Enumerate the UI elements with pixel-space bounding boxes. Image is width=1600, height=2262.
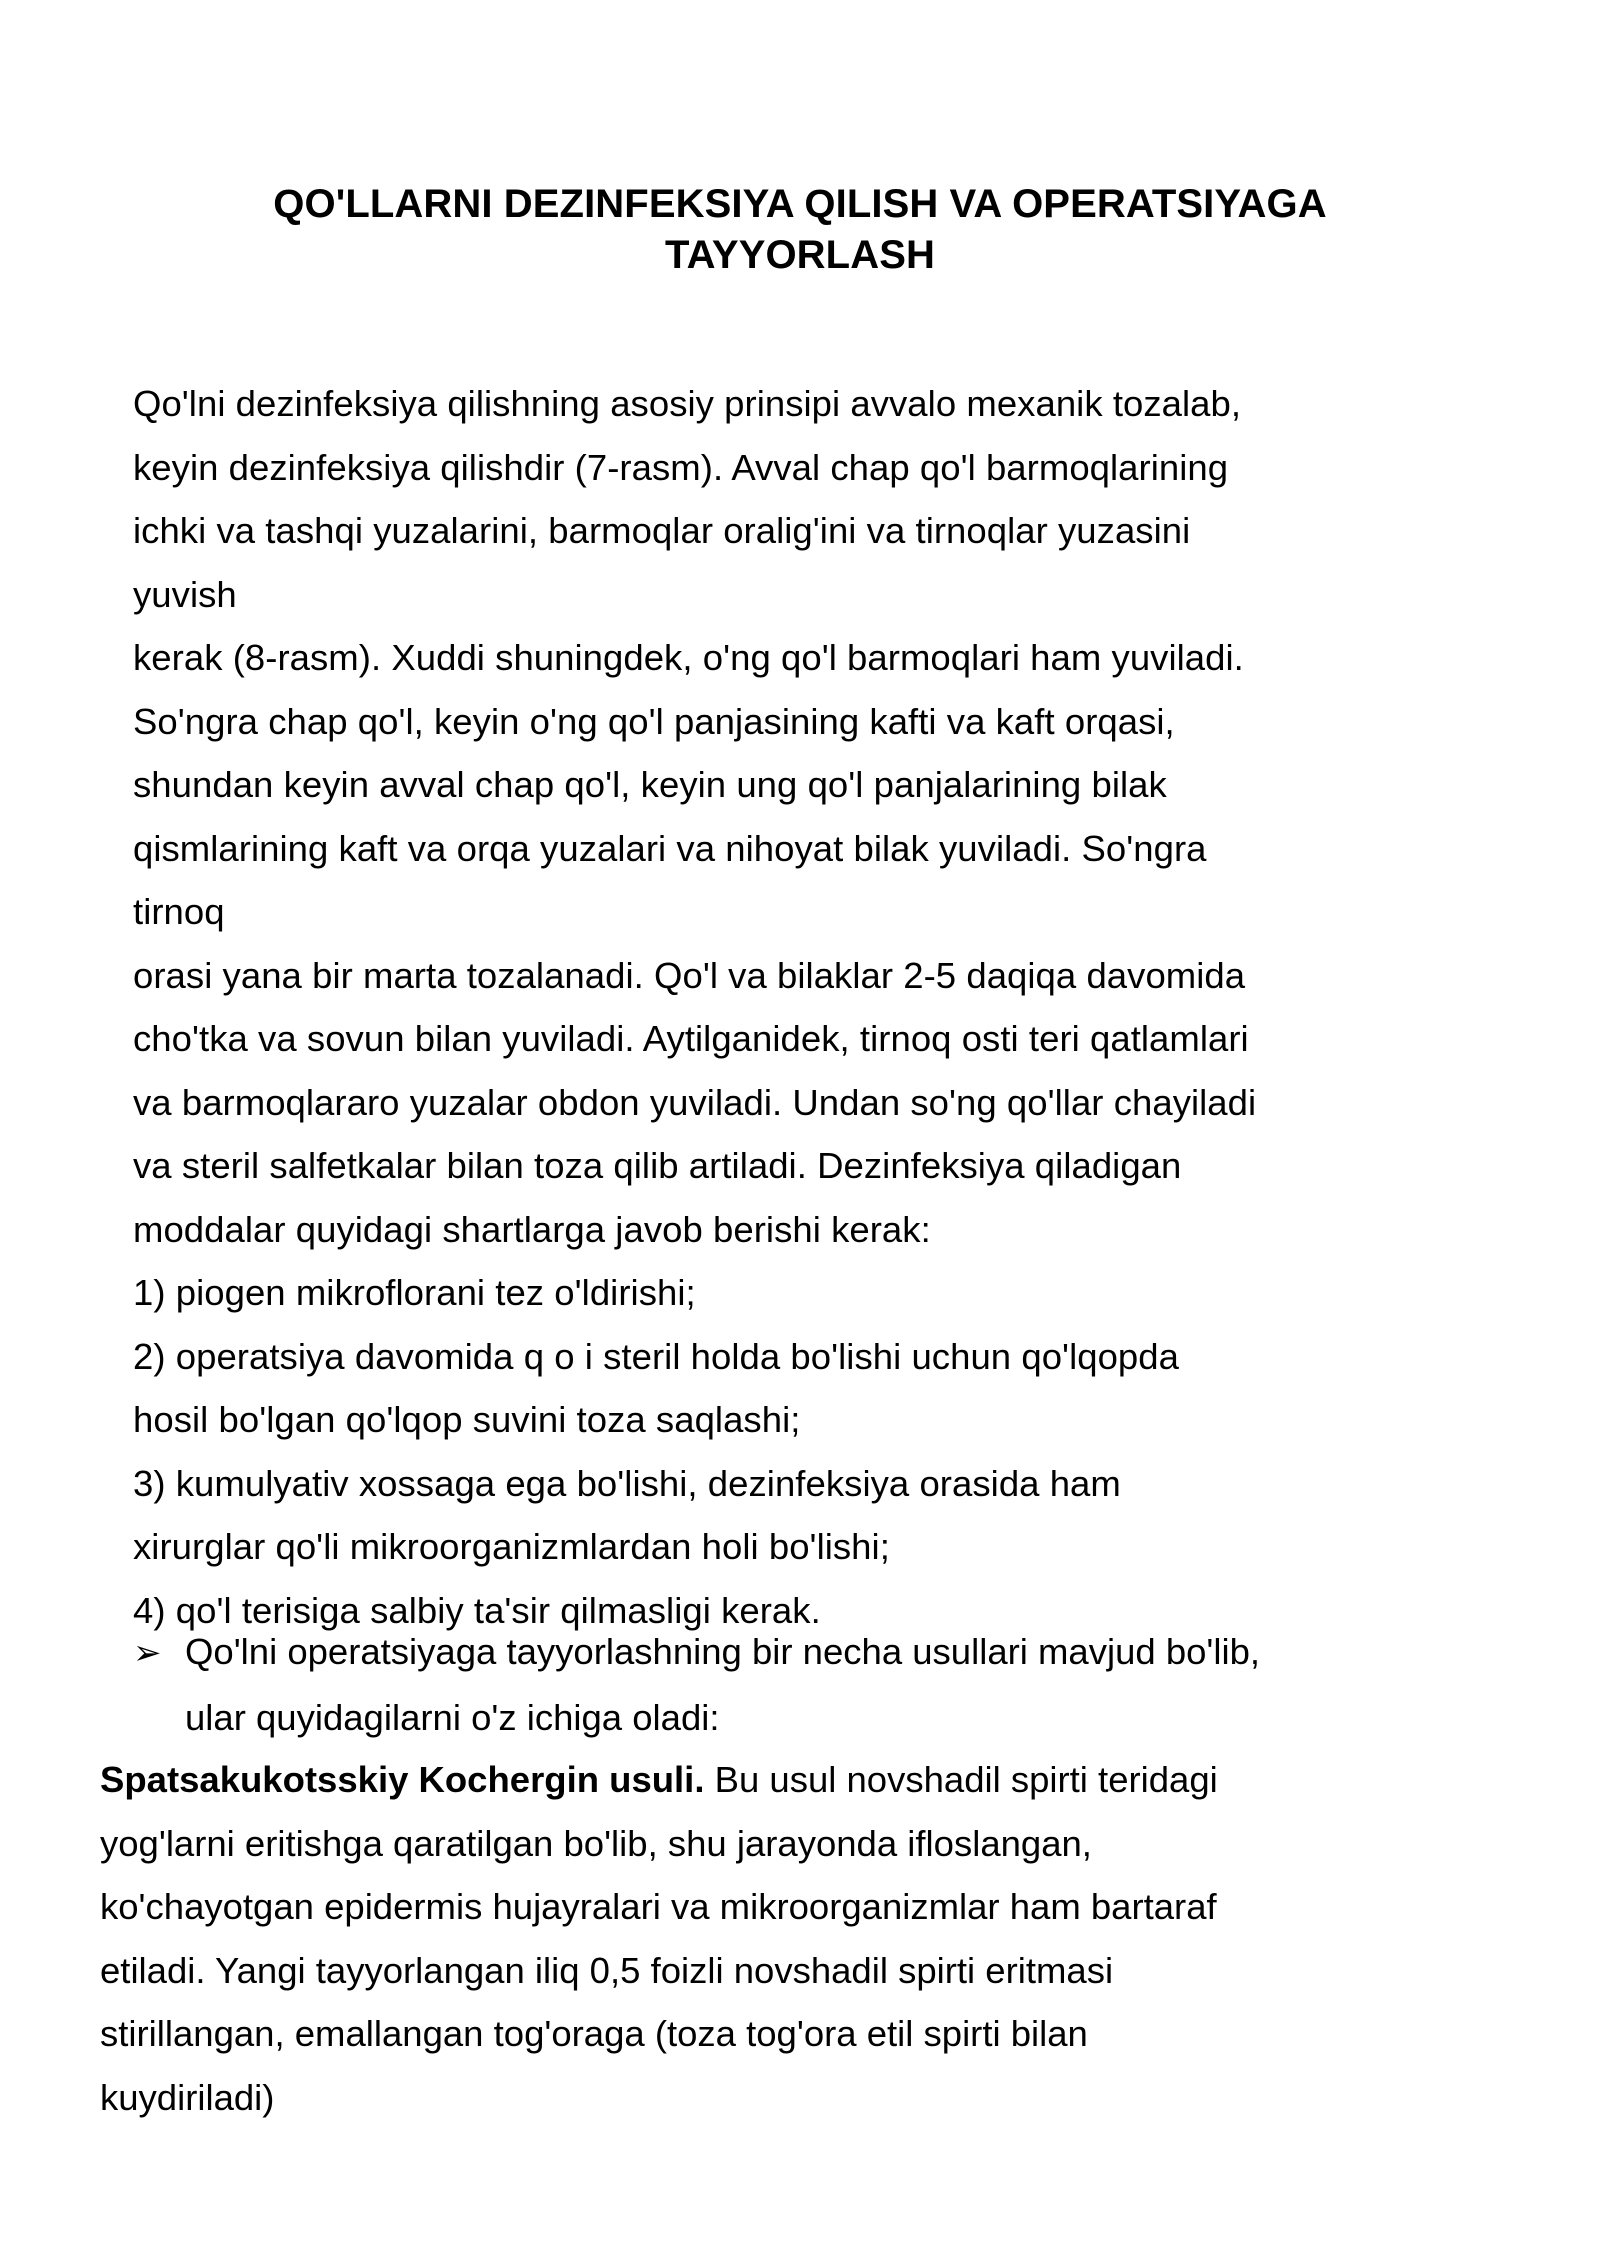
body-line: va steril salfetkalar bilan toza qilib artiladi. Dezinfeksiya qiladigan bbox=[133, 1145, 1182, 1186]
body-line: kerak (8-rasm). Xuddi shuningdek, o'ng qo'l barmoqlari ham yuviladi. bbox=[133, 637, 1244, 678]
body-line: cho'tka va sovun bilan yuviladi. Aytilganidek, tirnoq osti teri qatlamlari bbox=[133, 1018, 1249, 1059]
list-item-2: 2) operatsiya davomida q o i steril holda bo'lishi uchun qo'lqopda bbox=[133, 1335, 1179, 1377]
method-line: kuydiriladi) bbox=[100, 2076, 275, 2118]
list-item-4: 4) qo'l terisiga salbiy ta'sir qilmasligi kerak. bbox=[133, 1589, 821, 1631]
body-line: keyin dezinfeksiya qilishdir (7-rasm). Avval chap qo'l barmoqlarining bbox=[133, 446, 1229, 488]
body-line: qismlarining kaft va orqa yuzalari va nihoyat bilak yuviladi. So'ngra bbox=[133, 827, 1207, 869]
method-line: ko'chayotgan epidermis hujayralari va mikroorganizmlar ham bartaraf bbox=[100, 1886, 1217, 1927]
body-paragraph-block bbox=[133, 372, 1533, 1642]
body-line: ichki va tashqi yuzalarini, barmoqlar oralig'ini va tirnoqlar yuzasini bbox=[133, 510, 1191, 551]
method-line: yog'larni eritishga qaratilgan bo'lib, shu jarayonda ifloslangan, bbox=[100, 1822, 1092, 1864]
bullet-line-2 bbox=[133, 1686, 1533, 1750]
list-item-3: 3) kumulyativ xossaga ega bo'lishi, dezinfeksiya orasida ham bbox=[133, 1462, 1121, 1504]
method-first-line bbox=[100, 1748, 1550, 1812]
list-item-1: 1) piogen mikroflorani tez o'ldirishi; bbox=[133, 1272, 696, 1313]
body-line: shundan keyin avval chap qo'l, keyin ung qo'l panjalarining bilak bbox=[133, 764, 1167, 805]
body-line: tirnoq bbox=[133, 891, 225, 932]
bullet-line-1-text: Qo'lni operatsiyaga tayyorlashning bir necha usullari mavjud bo'lib, bbox=[185, 1631, 1261, 1672]
body-line: moddalar quyidagi shartlarga javob berishi kerak: bbox=[133, 1208, 931, 1250]
method-line: stirillangan, emallangan tog'oraga (toza tog'ora etil spirti bilan bbox=[100, 2013, 1088, 2054]
list-item-3-cont: xirurglar qo'li mikroorganizmlardan holi bo'lishi; bbox=[133, 1526, 890, 1567]
bullet-line-2-text: ular quyidagilarni o'z ichiga oladi: bbox=[185, 1696, 720, 1738]
arrowhead-bullet-icon: ➢ bbox=[133, 1634, 162, 1672]
bullet-paragraph bbox=[133, 1620, 1533, 1749]
body-line: orasi yana bir marta tozalanadi. Qo'l va bilaklar 2-5 daqiqa davomida bbox=[133, 954, 1246, 996]
page-title bbox=[180, 179, 1420, 281]
bullet-line-1 bbox=[133, 1620, 1533, 1686]
method-first-line-rest: Bu usul novshadil spirti teridagi bbox=[704, 1759, 1218, 1800]
page-title-line-2: TAYYORLASH bbox=[665, 232, 935, 277]
method-heading: Spatsakukotsskiy Kochergin usuli. bbox=[100, 1759, 705, 1800]
body-line: yuvish bbox=[133, 573, 237, 615]
method-line: etiladi. Yangi tayyorlangan iliq 0,5 foizli novshadil spirti eritmasi bbox=[100, 1949, 1114, 1991]
body-line: So'ngra chap qo'l, keyin o'ng qo'l panjasining kafti va kaft orqasi, bbox=[133, 700, 1175, 742]
body-line: Qo'lni dezinfeksiya qilishning asosiy prinsipi avvalo mexanik tozalab, bbox=[133, 383, 1242, 424]
method-paragraph bbox=[100, 1748, 1550, 2129]
body-line: va barmoqlararo yuzalar obdon yuviladi. Undan so'ng qo'llar chayiladi bbox=[133, 1081, 1257, 1123]
page-title-line-1: QO'LLARNI DEZINFEKSIYA QILISH VA OPERATSIYAGA bbox=[273, 181, 1327, 226]
list-item-2-cont: hosil bo'lgan qo'lqop suvini toza saqlashi; bbox=[133, 1399, 801, 1440]
